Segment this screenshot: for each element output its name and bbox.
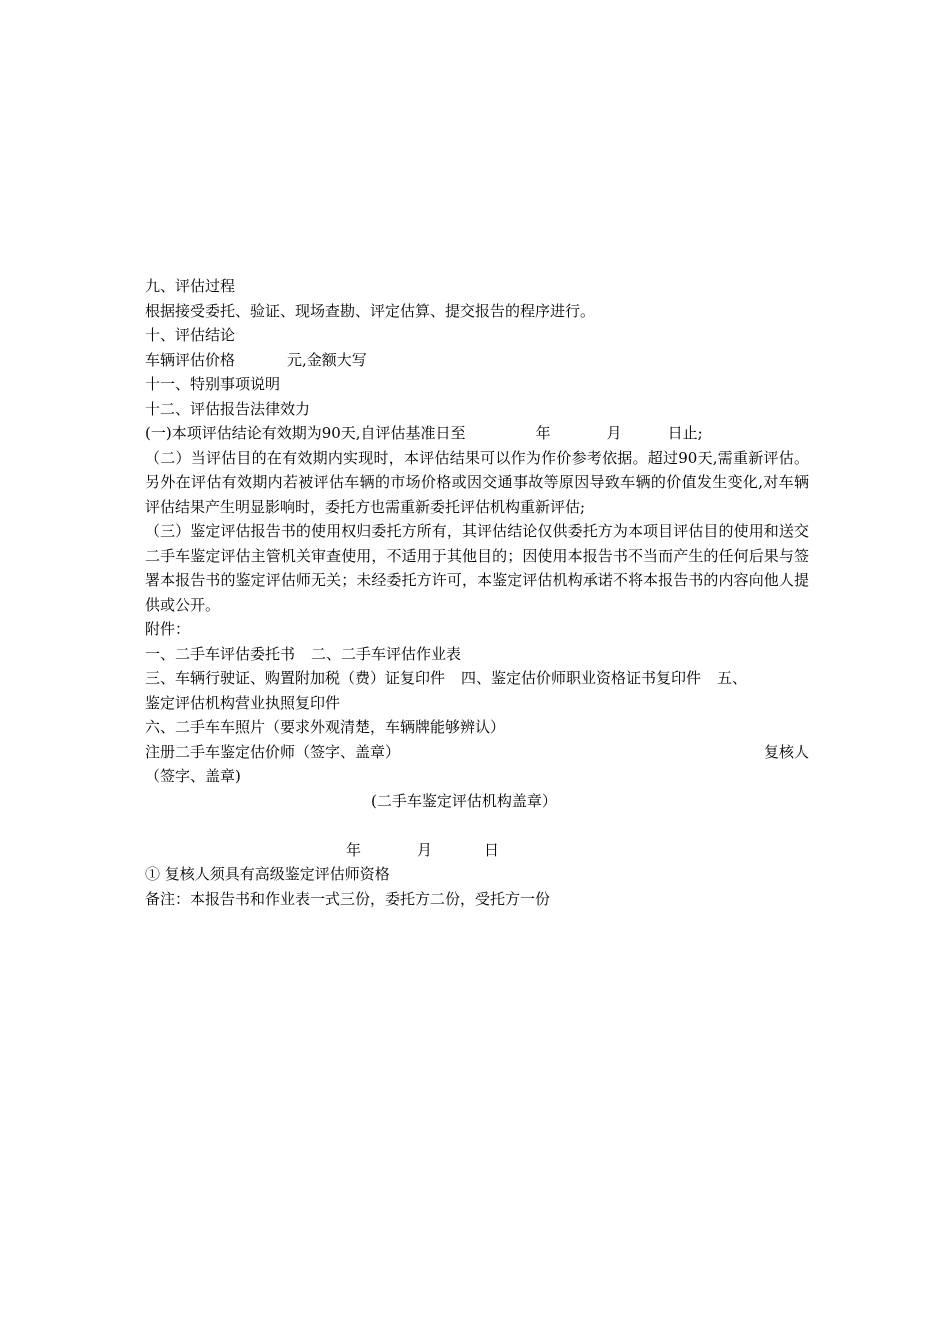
attachment-item-4: 四、鉴定估价师职业资格证书复印件 — [461, 669, 702, 687]
validity-month: 月 — [606, 424, 622, 442]
price-line — [145, 348, 809, 373]
attachments-row-1 — [145, 642, 809, 667]
footnote-reviewer: ① 复核人须具有高级鉴定评估师资格 — [145, 865, 390, 883]
appraiser-signature-label: 注册二手车鉴定估价师（签字、盖章） — [145, 742, 401, 761]
validity-line — [145, 421, 809, 446]
validity-item-2: （二）当评估目的在有效期内实现时，本评估结果可以作为作价参考依据。超过90天,需重新评估。另外在评估有效期内若被评估车辆的市场价格或因交通事故等原因导致车辆的价值发生变化,对车辆评估结果产生明显影响时，委托方也需重新委托评估机构重新评估; — [145, 448, 809, 516]
attachment-item-3: 三、车辆行驶证、购置附加税（费）证复印件 — [145, 669, 446, 687]
validity-year: 年 — [535, 424, 551, 442]
document-body — [145, 274, 809, 911]
remark-copies: 备注：本报告书和作业表一式三份，委托方二份，受托方一份 — [145, 889, 551, 908]
reviewer-label: 复核人 — [763, 742, 809, 761]
attachment-item-1: 一、二手车评估委托书 — [145, 644, 296, 663]
signature-date — [145, 838, 809, 863]
date-year: 年 — [346, 840, 362, 859]
validity-item-3: （三）鉴定评估报告书的使用权归委托方所有，其评估结论仅供委托方为本项目评估目的使用和送交二手车鉴定评估主管机关审查使用，不适用于其他目的；因使用本报告书不当而产生的任何后果与签署本报告书的鉴定评估师无关；未经委托方许可，本鉴定评估机构承诺不将本报告书的内容向他人提供或公开。 — [145, 522, 809, 614]
date-day: 日 — [484, 840, 500, 859]
section-9-heading: 九、评估过程 — [145, 277, 236, 295]
date-month: 月 — [417, 840, 433, 859]
price-suffix: 元,金额大写 — [287, 350, 367, 369]
price-label: 车辆评估价格 — [145, 350, 236, 369]
attachment-item-5-number: 五、 — [717, 669, 748, 687]
section-10-heading: 十、评估结论 — [145, 326, 236, 344]
attachments-heading: 附件： — [145, 620, 191, 638]
agency-seal-label: (二手车鉴定评估机构盖章） — [371, 791, 557, 810]
validity-prefix: (一)本项评估结论有效期为90天,自评估基准日至 — [145, 424, 466, 442]
section-12-heading: 十二、评估报告法律效力 — [145, 399, 311, 418]
attachment-item-2: 二、二手车评估作业表 — [311, 644, 462, 663]
attachment-item-6: 六、二手车车照片（要求外观清楚，车辆牌能够辨认） — [145, 718, 506, 736]
signature-row — [145, 740, 809, 765]
attachments-row-2 — [145, 666, 809, 691]
validity-day: 日止; — [667, 424, 703, 442]
section-11-heading: 十一、特别事项说明 — [145, 375, 281, 393]
attachment-item-5: 鉴定评估机构营业执照复印件 — [145, 693, 341, 712]
section-9-text: 根据接受委托、验证、现场查勘、评定估算、提交报告的程序进行。 — [145, 301, 596, 320]
spacer — [145, 813, 809, 838]
reviewer-signature-label: （签字、盖章) — [145, 767, 241, 785]
